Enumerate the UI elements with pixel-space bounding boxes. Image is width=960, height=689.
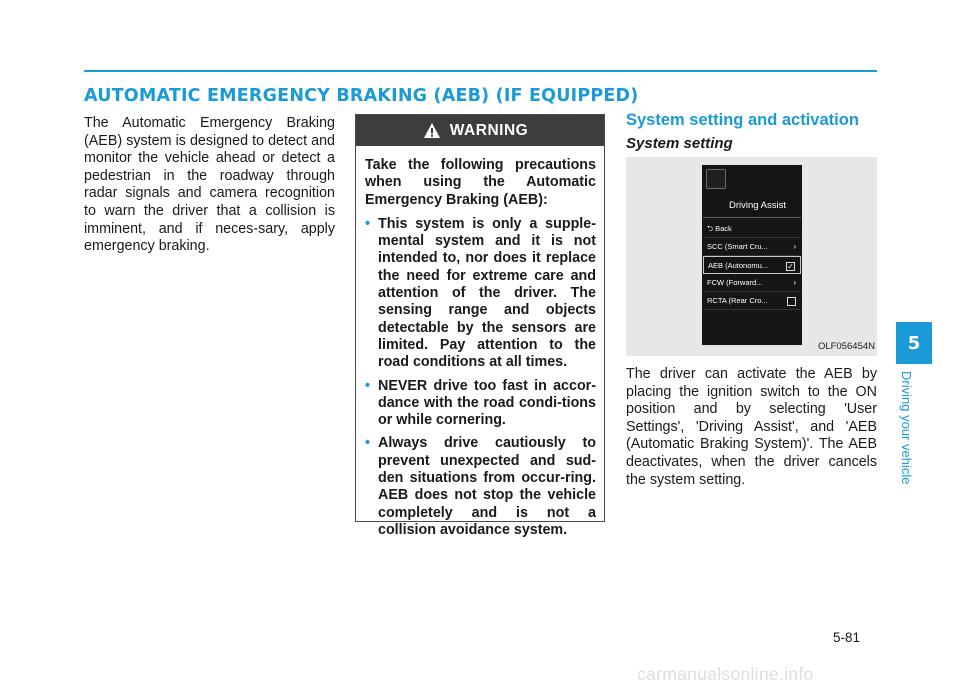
menu-item-label: RCTA (Rear Cro... <box>707 296 768 305</box>
intro-paragraph: The Automatic Emergency Braking (AEB) system is designed to detect and monitor the vehicle ahead or detect a pedestrian in the roadway through radar signals and camera recognition to warn the driver that a collision is imminent, and if neces-sary, apply emergency braking. <box>84 115 335 255</box>
checkbox-checked-icon: ✓ <box>787 262 794 271</box>
chevron-right-icon: › <box>793 278 796 287</box>
menu-item-aeb <box>703 256 801 274</box>
checkbox-empty-icon <box>787 297 796 306</box>
settings-figure <box>626 157 877 356</box>
figure-code: OLF056454N <box>817 341 875 352</box>
menu-item-scc <box>703 238 801 256</box>
warning-heading: WARNING <box>449 121 529 139</box>
chapter-number-tab: 5 <box>896 322 932 364</box>
menu-item-back <box>703 220 801 238</box>
warning-item-text: This system is only a supple-mental system and it is not intended to, nor does it replace the need for extreme care and attention of the driver. The sensing range and objects detectable by the sensors are limited. Pay attention to the road conditions at all times. <box>378 215 596 371</box>
menu-item-label: Back <box>715 224 732 233</box>
warning-item <box>365 378 596 430</box>
section-title: AUTOMATIC EMERGENCY BRAKING (AEB) (IF EQUIPPED) <box>84 86 639 106</box>
menu-item-label: AEB (Autonomu... <box>708 261 769 270</box>
system-setting-heading: System setting and activation <box>626 111 859 129</box>
warning-item <box>365 216 596 372</box>
warning-item-text: NEVER drive too fast in accor-dance with the road condi-tions or while cornering. <box>378 377 596 429</box>
menu-item-fcw <box>703 274 801 292</box>
activation-paragraph: The driver can activate the AEB by placing the ignition switch to the ON position and by selecting 'User Settings', 'Driving Assist', and 'AEB (Automatic Braking System)'. The AEB deactivates, when the driver cancels the system setting. <box>626 366 877 488</box>
warning-intro: Take the following precautions when using the Automatic Emergency Braking (AEB): <box>365 157 596 208</box>
driving-assist-menu <box>703 220 801 310</box>
screen-divider <box>703 217 801 218</box>
warning-item-text: Always drive cautiously to prevent unexpected and sud-den situations from occur-ring. AEB does not stop the vehicle completely and is not a collision avoidance system. <box>378 435 596 538</box>
chapter-name: Driving your vehicle <box>899 371 914 485</box>
warning-body <box>356 157 604 539</box>
screen-title: Driving Assist <box>729 200 787 211</box>
back-arrow-icon: ⮌ <box>707 224 716 233</box>
menu-item-label: FCW (Forward... <box>707 278 763 287</box>
system-setting-subheading: System setting <box>626 135 733 152</box>
watermark: carmanualsonline.info <box>637 664 814 684</box>
page-number: 5-81 <box>833 630 861 645</box>
warning-list <box>365 216 596 539</box>
display-screen <box>702 165 802 345</box>
bullet-icon: • <box>365 435 371 452</box>
warning-header <box>356 115 604 146</box>
menu-item-label: SCC (Smart Cru... <box>707 242 768 251</box>
header-rule <box>84 70 877 72</box>
warning-item <box>365 435 596 539</box>
menu-item-rcta <box>703 292 801 310</box>
screen-corner-button-icon <box>706 169 726 189</box>
chevron-right-icon: › <box>793 242 796 251</box>
bullet-icon: • <box>365 215 371 232</box>
warning-box <box>355 114 605 538</box>
bullet-icon: • <box>365 377 371 394</box>
